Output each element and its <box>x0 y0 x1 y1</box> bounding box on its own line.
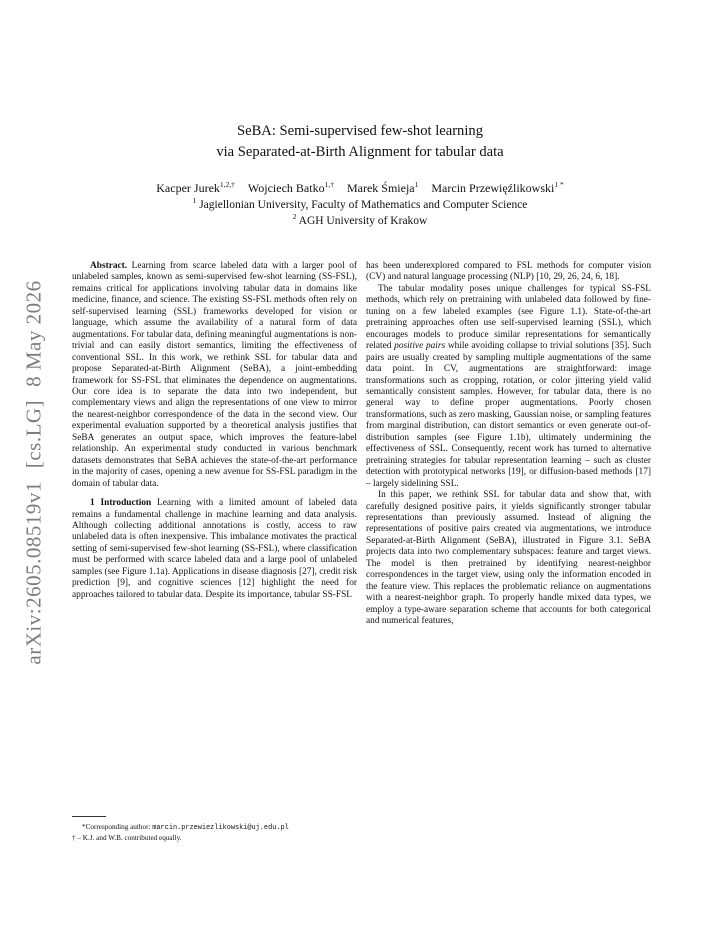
author-3: Marek Śmieja$^1$ <box>346 180 419 195</box>
arxiv-id: arXiv:2605.08519v1 <box>21 481 46 665</box>
right-paragraph-3: In this paper, we rethink SSL for tabular data and show that, with carefully designed positive pairs, it yields significantly stronger tabular representations than previously assumed. Instead of aligning the representations of positive pairs created via augmentations, we introduce Separated-at-Birth Alignment (SeBA), illustrated in Figure 3.1. SeBA projects data into two complementary subspaces: feature and target views. The model is then pretrained by identifying nearest-neighbor correspondences in the target view, using only the information encoded in the feature view. This replaces the problematic reliance on augmentations with a nearest-neighbor graph. To properly handle mixed data types, we employ a type-aware separation scheme that accounts for both categorical and numerical features, <box>366 490 651 627</box>
title-line-1: SeBA: Semi-supervised few-shot learning <box>236 123 484 139</box>
author-4: Marcin Przewięźlikowski$^{1 *}$ <box>431 180 564 195</box>
paper-title <box>120 121 600 163</box>
right-column <box>366 261 651 628</box>
footnote-rule <box>72 816 106 817</box>
right-paragraph-1: has been underexplored compared to FSL methods for computer vision (CV) and natural language processing (NLP) [10, 29, 26, 24, 6, 18]. <box>366 261 651 283</box>
intro-paragraph-1: Learning with a limited amount of labeled data remains a fundamental challenge in machine learning and data analysis. Although collecting additional annotations is costly, access to raw unlabeled data is often inexpensive. This imbalance motivates the practical setting of semi-supervised few-shot learning (SS-FSL), where classification must be performed with scarce labeled data and a large pool of unlabeled samples (see Figure 1.1a). Applications in disease diagnosis [27], credit risk prediction [9], and cognitive sciences [12] highlight the need for approaches tailored to tabular data. Despite its importance, tabular SS-FSL <box>72 498 358 600</box>
affiliation-2: $^2$ AGH University of Krakow <box>292 212 428 227</box>
affiliation-1: $^1$ Jagiellonian University, Faculty of Mathematics and Computer Science <box>192 196 528 211</box>
corresponding-author-note: *Corresponding author: marcin.przewiezlikowski@uj.edu.pl <box>82 823 289 832</box>
footnotes <box>72 822 362 843</box>
arxiv-category: [cs.LG] <box>21 399 46 469</box>
abstract-text: Learning from scarce labeled data with a larger pool of unlabeled samples, known as semi-supervised few-shot learning (SS-FSL), remains critical for applications involving tabular data in domains like medicine, finance, and science. The existing SS-FSL methods often rely on self-supervised learning (SSL) frameworks developed for vision or language, which assume the availability of a natural form of data augmentations. For tabular data, defining meaningful augmentations is non-trivial and can easily distort semantics, limiting the effectiveness of conventional SSL. In this work, we rethink SSL for tabular data and propose Separated-at-Birth Alignment (SeBA), a joint-embedding framework for SS-FSL that eliminates the dependence on augmentations. Our core idea is to separate the data into two independent, but complementary views and align the representations of one view to mirror the nearest-neighbor correspondence of the data in the second view. Our experimental evaluation supported by a theoretical analysis justifies that SeBA generates an output space, which improves the feature-label relationship. An experimental study conducted in various benchmark datasets demonstrates that SeBA achieves the state-of-the-art performance in the majority of cases, opening a new avenue for SS-FSL paradigm in the domain of tabular data. <box>72 261 358 489</box>
arxiv-date: 8 May 2026 <box>21 280 46 387</box>
left-column <box>72 261 357 601</box>
author-2: Wojciech Batko$^{1,\dagger}$ <box>247 180 334 195</box>
emphasis-positive-pairs: positive pairs <box>394 341 446 352</box>
section-heading: 1 Introduction <box>90 498 152 509</box>
introduction-section <box>72 498 357 601</box>
right-paragraph-2: The tabular modality poses unique challenges for typical SS-FSL methods, which rely on pretraining with unlabeled data followed by fine-tuning on a few labeled examples (see Figure 1.1). State-of-the-art pretraining approaches often use self-supervised learning (SSL), which encourages models to produce similar representations for semantically related positive pairs while avoiding collapse to trivial solutions [35]. Such pairs are usually created by sampling multiple augmentations of the same data point. In CV, augmentations are straightforward: image transformations such as cropping, rotation, or color jittering yield valid semantically consistent samples. However, for tabular data, there is no general way to define proper augmentations. Poorly chosen transformations, such as zero masking, Gaussian noise, or sampling features from marginal distribution, can distort semantics or even generate out-of-distribution samples (see Figure 1.1b), ultimately undermining the effectiveness of SSL. Consequently, recent work has turned to alternative pretraining strategies for tabular representation learning – such as cluster detection with prototypical networks [19], or diffusion-based methods [17] – largely sidelining SSL. <box>366 283 651 489</box>
abstract <box>72 261 357 490</box>
abstract-label: Abstract. <box>90 261 128 271</box>
equal-contribution-note: † – K.J. and W.B. contributed equally. <box>72 834 182 842</box>
arxiv-identifier-stamp <box>22 267 47 664</box>
title-line-2: via Separated-at-Birth Alignment for tabular data <box>216 144 504 160</box>
author-1: Kacper Jurek$^{1,2,\dagger}$ <box>156 180 235 195</box>
corresponding-email[interactable]: marcin.przewiezlikowski@uj.edu.pl <box>152 824 289 832</box>
